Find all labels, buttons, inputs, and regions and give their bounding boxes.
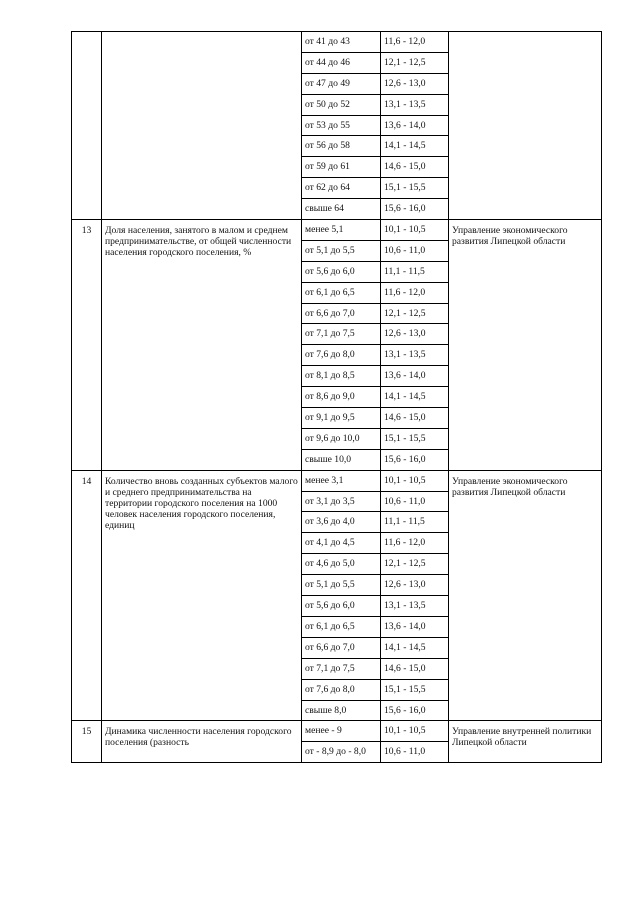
range-cell: менее 3,1 — [302, 470, 381, 491]
points-cell: 11,1 - 11,5 — [381, 512, 449, 533]
range-cell: от 7,1 до 7,5 — [302, 658, 381, 679]
points-cell: 13,6 - 14,0 — [381, 366, 449, 387]
indicator-cell: Количество вновь созданных субъектов малого и среднего предпринимательства на территории городского поселения на 1000 человек населения городского поселения, единиц — [102, 470, 302, 721]
organization-cell: Управление внутренней политики Липецкой области — [449, 721, 602, 763]
organization-cell — [449, 32, 602, 220]
points-cell: 12,1 - 12,5 — [381, 52, 449, 73]
range-cell: от 5,6 до 6,0 — [302, 261, 381, 282]
indicator-cell: Доля населения, занятого в малом и среднем предпринимательстве, от общей численности населения городского поселения, % — [102, 220, 302, 471]
points-cell: 10,6 - 11,0 — [381, 742, 449, 763]
points-cell: 15,6 - 16,0 — [381, 199, 449, 220]
range-cell: свыше 10,0 — [302, 449, 381, 470]
range-cell: от 4,6 до 5,0 — [302, 554, 381, 575]
indicator-table-body — [72, 32, 602, 763]
indicator-cell — [102, 32, 302, 220]
points-cell: 12,1 - 12,5 — [381, 554, 449, 575]
points-cell: 15,6 - 16,0 — [381, 700, 449, 721]
range-cell: от 4,1 до 4,5 — [302, 533, 381, 554]
points-cell: 11,6 - 12,0 — [381, 32, 449, 53]
points-cell: 11,6 - 12,0 — [381, 533, 449, 554]
points-cell: 12,6 - 13,0 — [381, 73, 449, 94]
range-cell: от 5,6 до 6,0 — [302, 596, 381, 617]
points-cell: 15,1 - 15,5 — [381, 178, 449, 199]
range-cell: от 7,6 до 8,0 — [302, 345, 381, 366]
points-cell: 11,1 - 11,5 — [381, 261, 449, 282]
range-cell: от 56 до 58 — [302, 136, 381, 157]
points-cell: 10,1 - 10,5 — [381, 220, 449, 241]
points-cell: 13,1 - 13,5 — [381, 94, 449, 115]
range-cell: от 8,6 до 9,0 — [302, 387, 381, 408]
range-cell: от 6,6 до 7,0 — [302, 637, 381, 658]
points-cell: 10,6 - 11,0 — [381, 491, 449, 512]
points-cell: 15,1 - 15,5 — [381, 679, 449, 700]
points-cell: 12,1 - 12,5 — [381, 303, 449, 324]
points-cell: 10,1 - 10,5 — [381, 470, 449, 491]
range-cell: от 44 до 46 — [302, 52, 381, 73]
points-cell: 15,6 - 16,0 — [381, 449, 449, 470]
range-cell: от - 8,9 до - 8,0 — [302, 742, 381, 763]
points-cell: 13,6 - 14,0 — [381, 115, 449, 136]
points-cell: 13,6 - 14,0 — [381, 616, 449, 637]
range-cell: от 3,1 до 3,5 — [302, 491, 381, 512]
range-cell: от 9,1 до 9,5 — [302, 408, 381, 429]
range-cell: от 3,6 до 4,0 — [302, 512, 381, 533]
range-cell: свыше 64 — [302, 199, 381, 220]
range-cell: от 41 до 43 — [302, 32, 381, 53]
range-cell: от 6,6 до 7,0 — [302, 303, 381, 324]
range-cell: от 6,1 до 6,5 — [302, 282, 381, 303]
row-number-cell: 13 — [72, 220, 102, 471]
table-row — [72, 470, 602, 491]
range-cell: от 62 до 64 — [302, 178, 381, 199]
range-cell: менее - 9 — [302, 721, 381, 742]
points-cell: 14,6 - 15,0 — [381, 157, 449, 178]
range-cell: от 53 до 55 — [302, 115, 381, 136]
range-cell: от 50 до 52 — [302, 94, 381, 115]
range-cell: от 5,1 до 5,5 — [302, 240, 381, 261]
table-row — [72, 220, 602, 241]
points-cell: 10,6 - 11,0 — [381, 240, 449, 261]
range-cell: свыше 8,0 — [302, 700, 381, 721]
range-cell: от 8,1 до 8,5 — [302, 366, 381, 387]
range-cell: от 7,1 до 7,5 — [302, 324, 381, 345]
points-cell: 14,1 - 14,5 — [381, 387, 449, 408]
table-row — [72, 721, 602, 742]
range-cell: от 6,1 до 6,5 — [302, 616, 381, 637]
range-cell: от 9,6 до 10,0 — [302, 428, 381, 449]
points-cell: 10,1 - 10,5 — [381, 721, 449, 742]
points-cell: 12,6 - 13,0 — [381, 575, 449, 596]
points-cell: 14,6 - 15,0 — [381, 658, 449, 679]
organization-cell: Управление экономического развития Липецкой области — [449, 220, 602, 471]
organization-cell: Управление экономического развития Липецкой области — [449, 470, 602, 721]
row-number-cell: 15 — [72, 721, 102, 763]
row-number-cell: 14 — [72, 470, 102, 721]
points-cell: 14,6 - 15,0 — [381, 408, 449, 429]
range-cell: от 47 до 49 — [302, 73, 381, 94]
points-cell: 13,1 - 13,5 — [381, 596, 449, 617]
indicator-table — [71, 31, 602, 763]
range-cell: от 5,1 до 5,5 — [302, 575, 381, 596]
range-cell: от 59 до 61 — [302, 157, 381, 178]
points-cell: 11,6 - 12,0 — [381, 282, 449, 303]
points-cell: 13,1 - 13,5 — [381, 345, 449, 366]
points-cell: 14,1 - 14,5 — [381, 637, 449, 658]
range-cell: менее 5,1 — [302, 220, 381, 241]
points-cell: 15,1 - 15,5 — [381, 428, 449, 449]
indicator-cell: Динамика численности населения городского поселения (разность — [102, 721, 302, 763]
points-cell: 14,1 - 14,5 — [381, 136, 449, 157]
points-cell: 12,6 - 13,0 — [381, 324, 449, 345]
row-number-cell — [72, 32, 102, 220]
range-cell: от 7,6 до 8,0 — [302, 679, 381, 700]
table-row — [72, 32, 602, 53]
